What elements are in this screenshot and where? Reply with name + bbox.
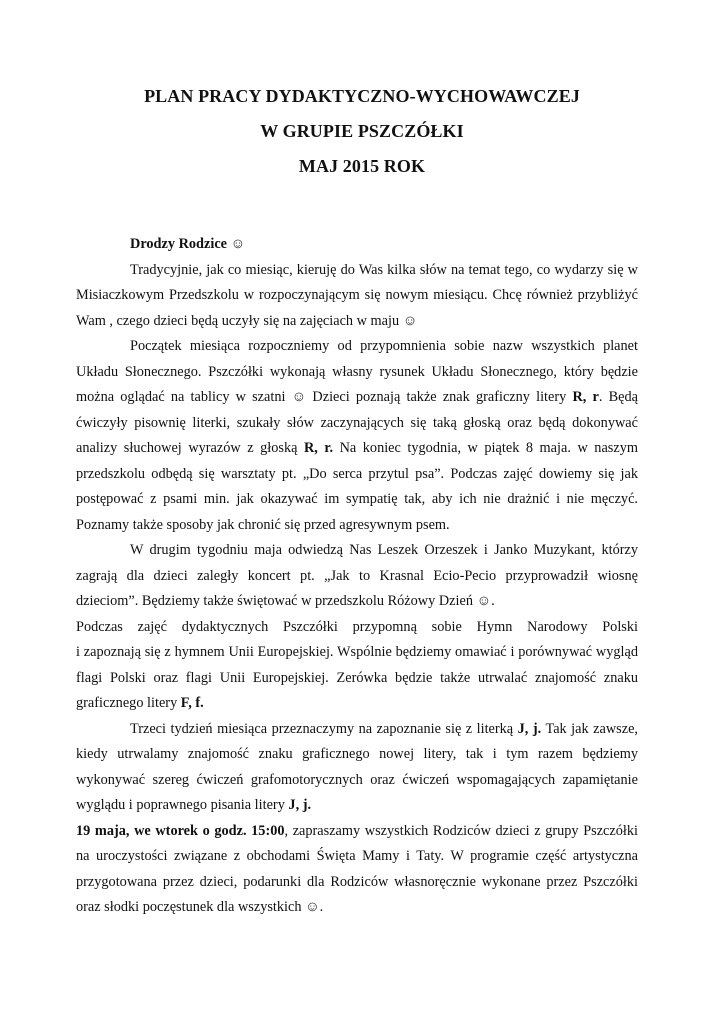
paragraph-week-3-text-a: Trzeci tydzień miesiąca przeznaczymy na zapoznanie się z literką (130, 720, 518, 737)
letter-r-1: R, r (572, 389, 599, 405)
paragraph-week-1-text-a: Początek miesiąca rozpoczniemy od przypomnienia sobie nazw wszystkich planet Układu Słonecznego. Pszczółki wykonają własny rysunek Układu Słonecznego, który będzie można oglądać na tablicy w szatni ☺ Dzieci poznają także znak graficzny litery (76, 338, 638, 405)
paragraph-week-1-text-c: Na koniec tygodnia, w piątek 8 maja. w naszym przedszkolu odbędą się warsztaty pt. „Do serca przytul psa”. Podczas zajęć dowiemy się jak postępować z psami min. jak okazywać im sympatię tak, aby ich nie drażnić i nie męczyć. Poznamy także sposoby jak chronić się przed agresywnym psem. (76, 440, 638, 533)
paragraph-anthem-line-1: Podczas zajęć dydaktycznych Pszczółki przypomną sobie Hymn Narodowy Polski (76, 618, 638, 635)
title-line-3: MAJ 2015 ROK (298, 156, 426, 176)
paragraph-week-2: W drugim tygodniu maja odwiedzą Nas Leszek Orzeszek i Janko Muzykant, którzy zagrają dla dzieci zaległy koncert pt. „Jak to Krasnal Ecio-Pecio przyprowadził wiosnę dzieciom”. Będziemy także świętować w przedszkolu Różowy Dzień ☺. (76, 542, 638, 609)
paragraph-week-1-text-b: . Będą ćwiczyły pisownię literki, szukały słów zaczynających się taką głoską oraz będą dokonywać analizy słuchowej wyrazów z głoską (76, 389, 639, 456)
paragraph-anthem (76, 615, 638, 717)
greeting: Drodzy Rodzice ☺ (130, 236, 246, 252)
paragraph-week-1 (76, 334, 638, 538)
letter-body (76, 232, 638, 921)
paragraph-intro: Tradycyjnie, jak co miesiąc, kieruję do Was kilka słów na temat tego, co wydarzy się w Misiaczkowym Przedszkolu w rozpoczynającym się nowym miesiącu. Chcę również przybliżyć Wam , czego dzieci będą uczyły się na zajęciach w maju ☺ (76, 261, 638, 329)
letter-j-2: J, j. (288, 797, 312, 813)
event-date: 19 maja, we wtorek o godz. 15:00 (76, 822, 285, 839)
paragraph-invitation-text: , zapraszamy wszystkich Rodziców dzieci z grupy Pszczółki na uroczystości związane z obchodami Święta Mamy i Taty. W programie część artystyczna przygotowana przez dzieci, podarunki dla Rodziców własnoręcznie wykonane przez Pszczółki oraz słodki poczęstunek dla wszystkich ☺. (76, 822, 638, 915)
letter-f: F, f. (180, 695, 204, 711)
title-line-1: PLAN PRACY DYDAKTYCZNO-WYCHOWAWCZEJ (144, 86, 580, 106)
paragraph-anthem-text: i zapoznają się z hymnem Unii Europejskiej. Wspólnie będziemy omawiać i porównywać wygląd flagi Polski oraz flagi Unii Europejskiej. Zerówka będzie także utrwalać znajomość znaku graficznego litery (76, 644, 638, 711)
title-line-2: W GRUPIE PSZCZÓŁKI (260, 121, 464, 141)
letter-j-1: J, j. (517, 720, 542, 737)
paragraph-week-3-text-b: Tak jak zawsze, kiedy utrwalamy znajomość znaku graficznego nowej litery, tak i tym razem będziemy wykonywać szereg ćwiczeń grafomotorycznych oraz ćwiczeń wspomagających zapamiętanie wyglądu i poprawnego pisania litery (76, 720, 638, 813)
paragraph-week-3 (76, 717, 638, 819)
paragraph-invitation (76, 819, 638, 921)
letter-r-2: R, r. (303, 440, 334, 456)
